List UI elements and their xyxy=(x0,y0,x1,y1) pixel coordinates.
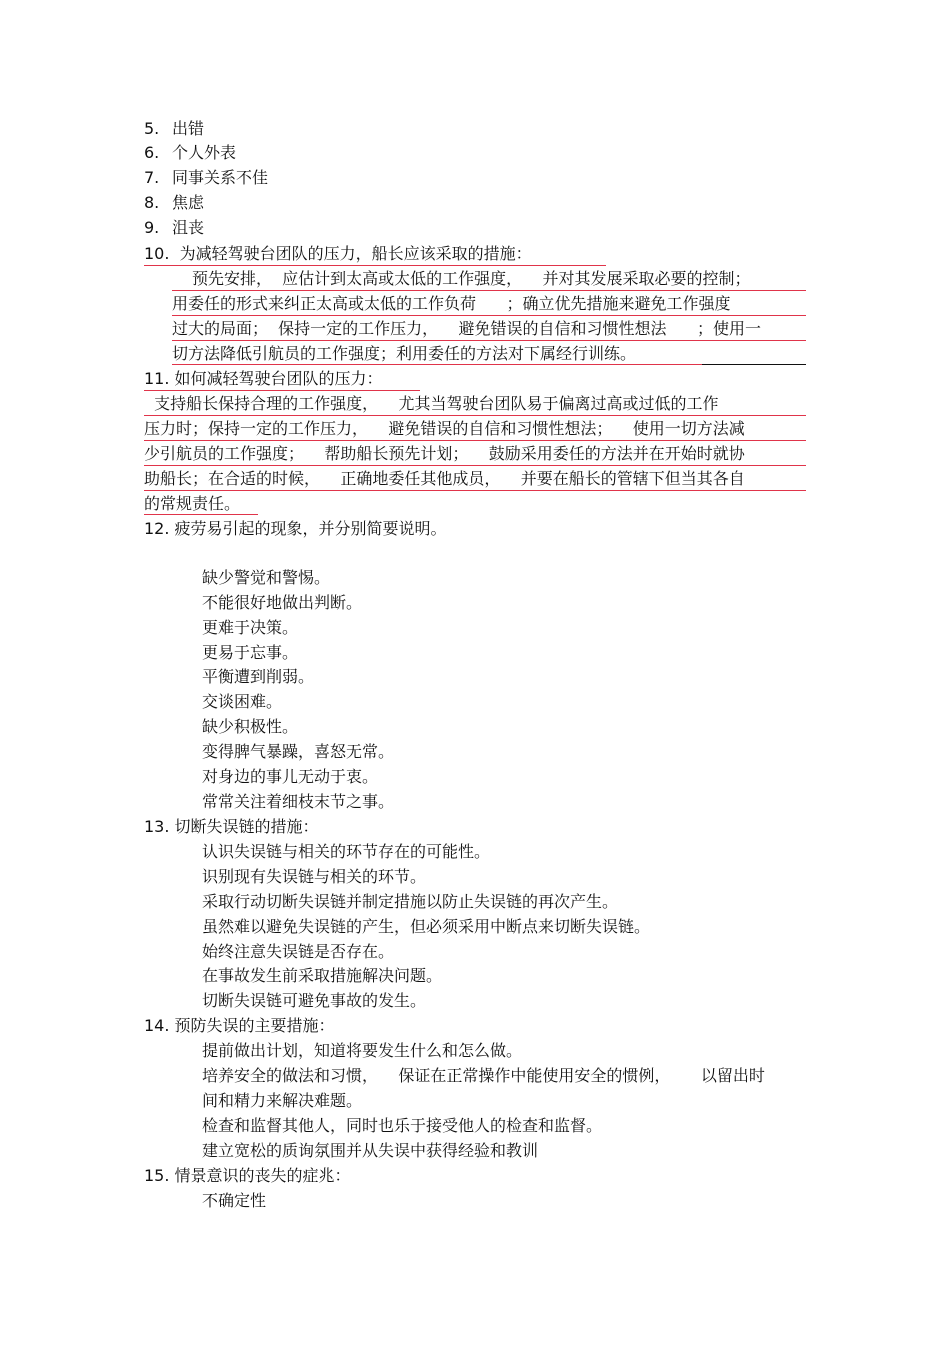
list-item: 在事故发生前采取措施解决问题。 xyxy=(202,966,443,985)
question-14-heading: 14. 预防失误的主要措施： xyxy=(144,1016,335,1035)
underline xyxy=(144,490,806,491)
answer-line: 支持船长保持合理的工作强度， 尤其当驾驶台团队易于偏离过高或过低的工作 xyxy=(144,394,719,413)
list-item: 建立宽松的质询氛围并从失误中获得经验和教训 xyxy=(202,1141,539,1160)
list-item: 缺少警觉和警惕。 xyxy=(202,568,331,587)
list-item: 缺少积极性。 xyxy=(202,717,299,736)
answer-line: 用委任的形式来纠正太高或太低的工作负荷 ；确立优先措施来避免工作强度 xyxy=(172,294,731,313)
list-item: 8. 焦虑 xyxy=(144,193,205,212)
question-11-heading: 11. 如何减轻驾驶台团队的压力： xyxy=(144,369,383,388)
answer-line: 压力时；保持一定的工作压力， 避免错误的自信和习惯性想法； 使用一切方法减 xyxy=(144,419,745,438)
list-item: 提前做出计划，知道将要发生什么和怎么做。 xyxy=(202,1041,523,1060)
underline xyxy=(172,364,702,365)
underline xyxy=(172,340,806,341)
list-item: 识别现有失误链与相关的环节。 xyxy=(202,867,427,886)
list-item: 培养安全的做法和习惯， 保证在正常操作中能使用安全的惯例， 以留出时 xyxy=(202,1066,765,1085)
list-item: 虽然难以避免失误链的产生，但必须采用中断点来切断失误链。 xyxy=(202,917,651,936)
underline xyxy=(172,315,806,316)
list-item: 认识失误链与相关的环节存在的可能性。 xyxy=(202,842,491,861)
list-item: 间和精力来解决难题。 xyxy=(202,1091,363,1110)
list-item: 交谈困难。 xyxy=(202,692,283,711)
list-item: 变得脾气暴躁，喜怒无常。 xyxy=(202,742,395,761)
list-item: 7. 同事关系不佳 xyxy=(144,168,269,187)
list-item: 切断失误链可避免事故的发生。 xyxy=(202,991,427,1010)
question-12-heading: 12. 疲劳易引起的现象，并分别简要说明。 xyxy=(144,519,447,538)
list-item: 5. 出错 xyxy=(144,119,205,138)
answer-line: 的常规责任。 xyxy=(144,494,241,513)
underline xyxy=(702,364,806,365)
list-item: 采取行动切断失误链并制定措施以防止失误链的再次产生。 xyxy=(202,892,619,911)
underline xyxy=(144,514,258,515)
question-10-heading: 10. 为减轻驾驶台团队的压力，船长应该采取的措施： xyxy=(144,244,532,263)
question-15-heading: 15. 情景意识的丧失的症兆： xyxy=(144,1166,351,1185)
list-item: 常常关注着细枝末节之事。 xyxy=(202,792,395,811)
list-item: 9. 沮丧 xyxy=(144,218,205,237)
underline xyxy=(144,265,606,266)
list-item: 检查和监督其他人，同时也乐于接受他人的检查和监督。 xyxy=(202,1116,603,1135)
list-item: 平衡遭到削弱。 xyxy=(202,667,315,686)
underline xyxy=(144,390,420,391)
underline xyxy=(144,415,806,416)
underline xyxy=(172,290,806,291)
answer-line: 切方法降低引航员的工作强度；利用委任的方法对下属经行训练。 xyxy=(172,344,637,363)
underline xyxy=(144,440,806,441)
answer-line: 预先安排， 应估计到太高或太低的工作强度， 并对其发展采取必要的控制； xyxy=(192,269,751,288)
question-13-heading: 13. 切断失误链的措施： xyxy=(144,817,319,836)
list-item: 更易于忘事。 xyxy=(202,643,299,662)
list-item: 始终注意失误链是否存在。 xyxy=(202,942,395,961)
list-item: 6. 个人外表 xyxy=(144,143,237,162)
list-item: 不能很好地做出判断。 xyxy=(202,593,363,612)
list-item: 不确定性 xyxy=(202,1191,267,1210)
underline xyxy=(144,465,806,466)
list-item: 对身边的事儿无动于衷。 xyxy=(202,767,379,786)
list-item: 更难于决策。 xyxy=(202,618,299,637)
answer-line: 少引航员的工作强度； 帮助船长预先计划； 鼓励采用委任的方法并在开始时就协 xyxy=(144,444,745,463)
answer-line: 过大的局面； 保持一定的工作压力， 避免错误的自信和习惯性想法 ；使用一 xyxy=(172,319,762,338)
answer-line: 助船长；在合适的时候， 正确地委任其他成员， 并要在船长的管辖下但当其各自 xyxy=(144,469,745,488)
